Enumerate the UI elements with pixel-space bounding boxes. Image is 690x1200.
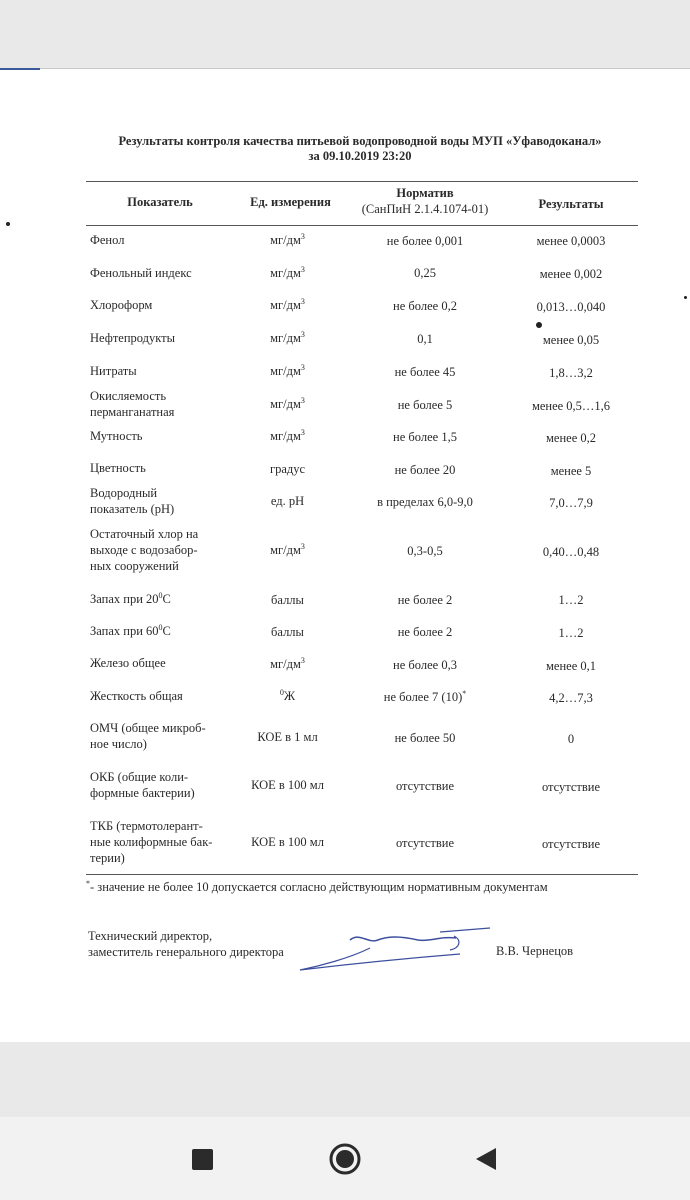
row-unit: $мг/дм^3$ — [270, 428, 305, 443]
row-norm: не более 7 (10)* — [383, 689, 467, 704]
row-norm: не более 0,2 — [393, 299, 457, 313]
header-norm-sub: (СанПиН 2.1.4.1074-01) — [361, 202, 489, 216]
signer-name: В.В. Чернецов — [496, 944, 574, 958]
row-result: 1…2 — [558, 626, 584, 640]
page-edge-mark — [0, 68, 40, 70]
table-header-rule — [86, 225, 638, 226]
home-button[interactable] — [325, 1140, 365, 1180]
row-norm: отсутствие — [395, 836, 455, 850]
row-unit: $^0$Ж — [279, 688, 296, 703]
row-unit: $мг/дм^3$ — [270, 265, 305, 280]
row-norm: в пределах 6,0-9,0 — [377, 495, 473, 509]
table-bottom-rule — [86, 874, 638, 875]
row-unit: $мг/дм^3$ — [270, 232, 305, 247]
row-name: Фенольный индекс — [90, 266, 192, 280]
row-norm: не более 0,001 — [386, 234, 464, 248]
row-result: менее 0,05 — [542, 333, 600, 347]
row-norm: 0,1 — [417, 332, 433, 346]
row-name: Мутность — [90, 429, 143, 443]
row-norm: 0,25 — [414, 266, 436, 280]
row-unit: КОЕ в 100 мл — [251, 778, 324, 792]
viewer-top-area — [0, 0, 690, 68]
row-name: Запах при $60^0С$ — [90, 623, 171, 638]
row-norm: не более 1,5 — [393, 430, 457, 444]
row-result: менее 0,5…1,6 — [531, 399, 611, 413]
row-norm: не более 50 — [394, 731, 456, 745]
row-name: ТКБ (термотолерант- ные колиформные бак- терии) — [90, 819, 213, 865]
row-result: 0,013…0,040 — [536, 300, 606, 314]
triangle-back-icon — [466, 1140, 506, 1180]
handwritten-signature — [290, 918, 500, 978]
document-title — [60, 134, 660, 164]
table-top-rule — [86, 181, 638, 182]
row-result: 4,2…7,3 — [549, 691, 593, 705]
recent-apps-button[interactable] — [182, 1140, 222, 1180]
row-unit: $мг/дм^3$ — [270, 330, 305, 345]
header-unit: Ед. измерения — [250, 195, 331, 209]
row-unit: КОЕ в 100 мл — [251, 835, 324, 849]
row-name: Хлороформ — [90, 298, 153, 312]
row-unit: $мг/дм^3$ — [270, 396, 305, 411]
scan-speck — [536, 322, 542, 328]
row-name: Железо общее — [90, 656, 166, 670]
row-result: 1,8…3,2 — [549, 366, 593, 380]
title-line-2: за 09.10.2019 23:20 — [308, 149, 412, 163]
row-name: Остаточный хлор на выходе с водозабор- ных сооружений — [90, 527, 199, 573]
row-unit: баллы — [271, 625, 304, 639]
row-unit: $мг/дм^3$ — [270, 297, 305, 312]
row-norm: не более 45 — [394, 365, 456, 379]
row-result: менее 0,1 — [546, 659, 596, 673]
row-norm: не более 5 — [397, 398, 453, 412]
header-indicator: Показатель — [127, 195, 193, 209]
row-result: 1…2 — [558, 593, 584, 607]
circle-home-icon — [325, 1140, 365, 1180]
row-unit: $мг/дм^3$ — [270, 542, 305, 557]
back-button[interactable] — [466, 1140, 506, 1180]
page-edge — [0, 68, 690, 69]
row-result: менее 0,0003 — [536, 234, 606, 248]
row-unit: градус — [269, 462, 306, 476]
header-results: Результаты — [538, 197, 604, 211]
row-result: менее 0,002 — [539, 267, 603, 281]
row-unit: баллы — [271, 593, 304, 607]
row-norm: 0,3-0,5 — [407, 544, 443, 558]
footnote: *- значение не более 10 допускается согласно действующим нормативным документам — [86, 879, 548, 894]
row-name: ОМЧ (общее микроб- ное число) — [90, 721, 206, 751]
row-result: 7,0…7,9 — [549, 496, 593, 510]
row-result: менее 5 — [550, 464, 592, 478]
row-unit: КОЕ в 1 мл — [257, 730, 318, 744]
scan-speck — [6, 222, 10, 226]
row-name: Окисляемость перманганатная — [90, 389, 175, 419]
row-unit: ед. pH — [270, 494, 305, 508]
row-name: Водородный показатель (pH) — [90, 486, 175, 516]
row-unit: $мг/дм^3$ — [270, 656, 305, 671]
row-result: 0,40…0,48 — [542, 545, 600, 559]
row-norm: отсутствие — [395, 779, 455, 793]
row-norm: не более 20 — [394, 463, 456, 477]
row-name: Нефтепродукты — [90, 331, 176, 345]
row-norm: не более 2 — [397, 593, 453, 607]
row-name: Нитраты — [90, 364, 137, 378]
row-name: Фенол — [90, 233, 125, 247]
row-name: ОКБ (общие коли- формные бактерии) — [90, 770, 195, 800]
header-norm — [340, 185, 510, 217]
row-result: менее 0,2 — [546, 431, 596, 445]
row-name: Запах при $20^0С$ — [90, 591, 171, 606]
square-recent-apps-icon — [182, 1140, 222, 1180]
row-result: 0 — [567, 732, 575, 746]
scan-speck — [684, 296, 687, 299]
header-norm-title: Норматив — [396, 186, 454, 200]
row-norm: не более 0,3 — [393, 658, 457, 672]
signer-position: Технический директор, заместитель генерального директора — [88, 929, 284, 959]
row-result: отсутствие — [541, 837, 601, 851]
row-unit: $мг/дм^3$ — [270, 363, 305, 378]
row-name: Цветность — [90, 461, 146, 475]
row-result: отсутствие — [541, 780, 601, 794]
row-norm: не более 2 — [397, 625, 453, 639]
row-name: Жесткость общая — [90, 689, 183, 703]
title-line-1: Результаты контроля качества питьевой водопроводной воды МУП «Уфаводоканал» — [118, 134, 602, 148]
